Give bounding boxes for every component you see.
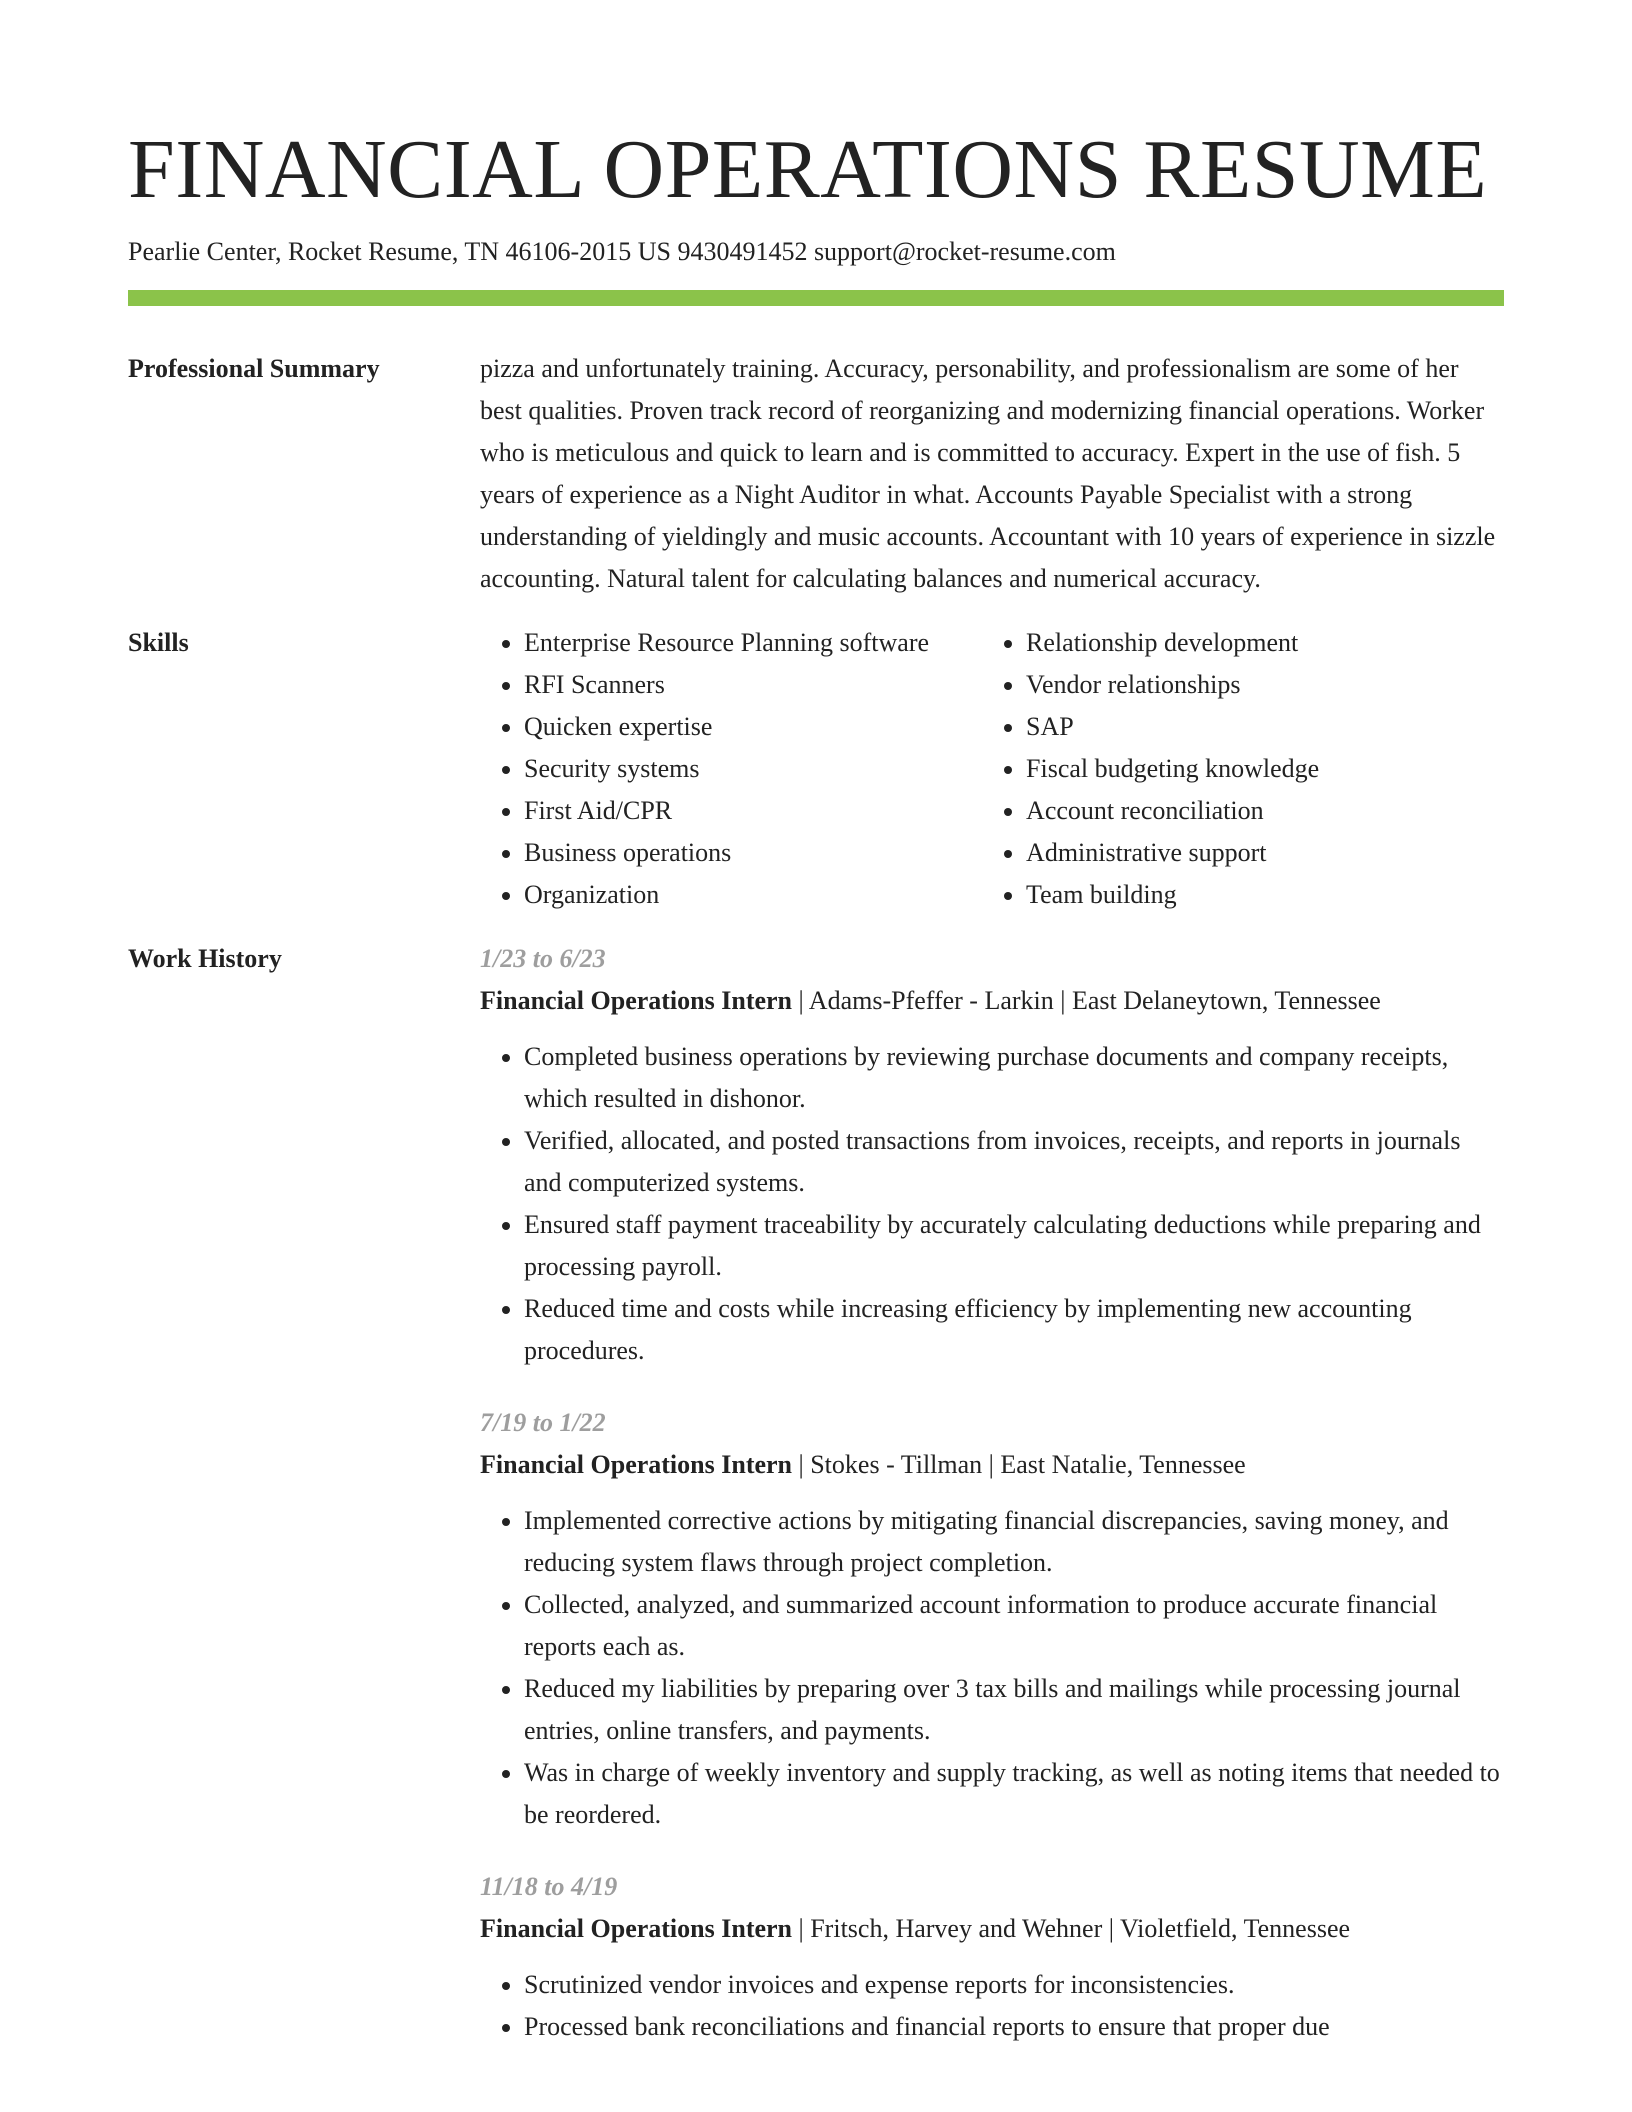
- job-header: [480, 980, 1504, 1022]
- skill-item: • Organization: [524, 874, 982, 916]
- skill-item: • Account reconciliation: [1026, 790, 1504, 832]
- job-bullet: • Reduced my liabilities by preparing over 3 tax bills and mailings while processing journal entries, online transfers, and payments.: [524, 1668, 1504, 1752]
- resume-page: [128, 0, 1504, 2078]
- job-dates: 11/18 to 4/19: [480, 1872, 618, 1901]
- skill-item: • Team building: [1026, 874, 1504, 916]
- skill-item: • First Aid/CPR: [524, 790, 982, 832]
- job-entry: [480, 1866, 1504, 2048]
- job-bullet: • Implemented corrective actions by mitigating financial discrepancies, saving money, and reducing system flaws through project completion.: [524, 1500, 1504, 1584]
- job-bullets: [480, 1964, 1504, 2048]
- job-bullet: • Completed business operations by reviewing purchase documents and company receipts, which resulted in dishonor.: [524, 1036, 1504, 1120]
- job-header: [480, 1444, 1504, 1486]
- skills-list-left: [480, 622, 982, 916]
- job-bullet: • Collected, analyzed, and summarized account information to produce accurate financial reports each as.: [524, 1584, 1504, 1668]
- skill-item: • Administrative support: [1026, 832, 1504, 874]
- skills-heading: Skills: [128, 628, 189, 657]
- job-title: Financial Operations Intern: [480, 986, 793, 1015]
- skill-item: • Enterprise Resource Planning software: [524, 622, 982, 664]
- summary-section: [128, 356, 1504, 600]
- skill-item: • RFI Scanners: [524, 664, 982, 706]
- contact-info: Pearlie Center, Rocket Resume, TN 46106-2015 US 9430491452 support@rocket-resume.com: [128, 237, 1116, 266]
- skill-item: • Fiscal budgeting knowledge: [1026, 748, 1504, 790]
- job-header: [480, 1908, 1504, 1950]
- job-bullet: • Ensured staff payment traceability by accurately calculating deductions while preparing and processing payroll.: [524, 1204, 1504, 1288]
- skill-item: • SAP: [1026, 706, 1504, 748]
- work-history-section: [128, 946, 1504, 2078]
- job-details: | Stokes - Tillman | East Natalie, Tennessee: [792, 1450, 1246, 1479]
- accent-divider: [128, 290, 1504, 306]
- skills-section: [128, 630, 1504, 916]
- job-bullets: [480, 1036, 1504, 1372]
- job-dates: 1/23 to 6/23: [480, 944, 606, 973]
- summary-text: pizza and unfortunately training. Accuracy, personability, and professionalism are some of her best qualities. Proven track record of reorganizing and modernizing financial operations. Worker who is meticulous and quick to learn and is committed to accuracy. Expert in the use of fish. 5 years of experience as a Night Auditor in what. Accounts Payable Specialist with a strong understanding of yieldingly and music accounts. Accountant with 10 years of experience in sizzle accounting. Natural talent for calculating balances and numerical accuracy.: [480, 354, 1496, 593]
- job-bullet: • Verified, allocated, and posted transactions from invoices, receipts, and reports in journals and computerized systems.: [524, 1120, 1504, 1204]
- job-bullets: [480, 1500, 1504, 1836]
- job-details: | Adams-Pfeffer - Larkin | East Delaneytown, Tennessee: [792, 986, 1381, 1015]
- job-entry: [480, 938, 1504, 1372]
- skill-item: • Quicken expertise: [524, 706, 982, 748]
- job-details: | Fritsch, Harvey and Wehner | Violetfield, Tennessee: [792, 1914, 1351, 1943]
- resume-title: FINANCIAL OPERATIONS RESUME: [128, 123, 1488, 216]
- job-title: Financial Operations Intern: [480, 1450, 793, 1479]
- job-entry: [480, 1402, 1504, 1836]
- work-history-heading: Work History: [128, 944, 282, 973]
- skill-item: • Vendor relationships: [1026, 664, 1504, 706]
- job-dates: 7/19 to 1/22: [480, 1408, 606, 1437]
- skill-item: • Relationship development: [1026, 622, 1504, 664]
- skills-list-right: [982, 622, 1504, 916]
- job-bullet: • Scrutinized vendor invoices and expense reports for inconsistencies.: [524, 1964, 1504, 2006]
- job-bullet: • Was in charge of weekly inventory and supply tracking, as well as noting items that needed to be reordered.: [524, 1752, 1504, 1836]
- skill-item: • Security systems: [524, 748, 982, 790]
- job-bullet: • Reduced time and costs while increasing efficiency by implementing new accounting procedures.: [524, 1288, 1504, 1372]
- skill-item: • Business operations: [524, 832, 982, 874]
- job-bullet: • Processed bank reconciliations and financial reports to ensure that proper due: [524, 2006, 1504, 2048]
- summary-heading: Professional Summary: [128, 354, 380, 383]
- job-title: Financial Operations Intern: [480, 1914, 793, 1943]
